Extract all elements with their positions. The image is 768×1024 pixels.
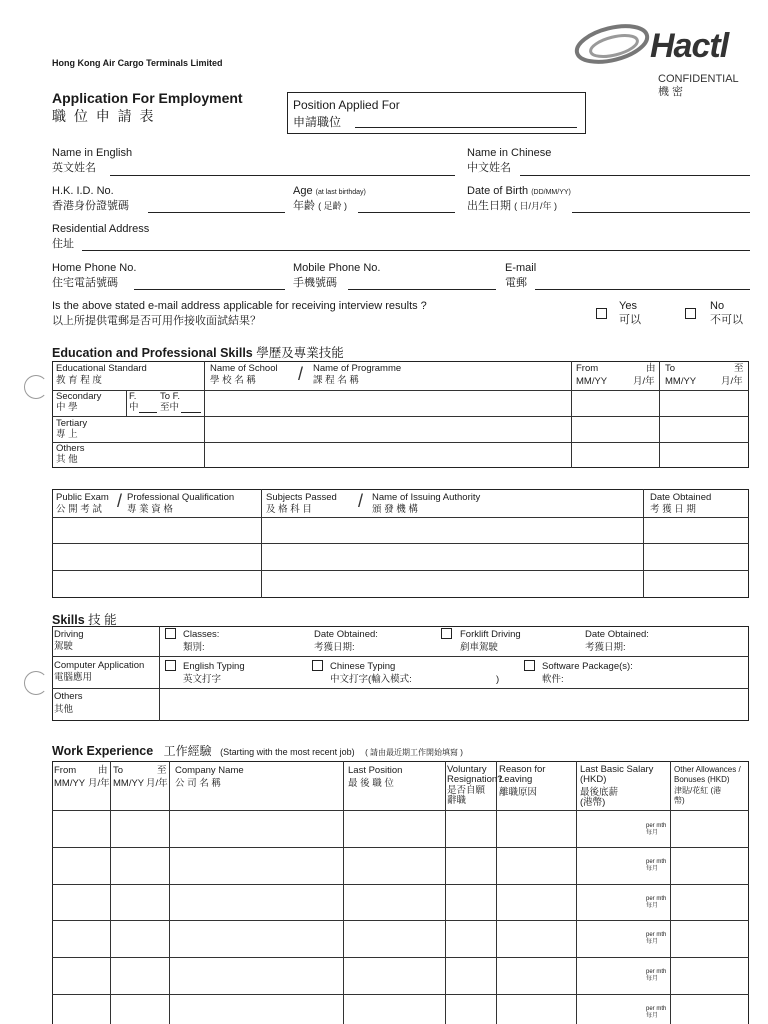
per-month-5 <box>646 969 666 983</box>
qual-col-exam-zh: 公 開 考 試 <box>56 504 102 515</box>
classes-checkbox[interactable] <box>165 628 176 639</box>
confidential-zh: 機 密 <box>658 86 684 98</box>
per-month-label-zh: 每月 <box>646 830 659 836</box>
work-col-from-fmt: MM/YY <box>54 778 86 789</box>
work-col-from: From <box>54 765 77 776</box>
skills-heading-en: Skills <box>52 613 85 627</box>
work-table <box>52 761 749 1024</box>
edu-row-secondary-zh: 中 學 <box>56 402 78 413</box>
age-field[interactable] <box>358 212 455 213</box>
per-month-label: per mth <box>646 969 667 975</box>
education-heading <box>52 343 344 361</box>
edu-col-to-fmt: MM/YY <box>665 376 697 387</box>
dob-field[interactable] <box>572 212 750 213</box>
work-note-en: (Starting with the most recent job) <box>220 747 355 757</box>
email-yes-label-zh: 可以 <box>619 314 641 326</box>
forklift-label-zh: 剷車駕駛 <box>460 642 499 653</box>
address-label-zh: 住址 <box>52 238 74 250</box>
edu-to-f-label: To F. <box>160 391 181 402</box>
edu-row-tertiary: Tertiary <box>56 418 88 429</box>
chinese-typing-label: Chinese Typing <box>330 661 396 672</box>
per-month-4 <box>646 932 666 946</box>
driving-date-label-zh: 考獲日期: <box>314 642 355 653</box>
age-note-zh: ( 足齡 ) <box>318 201 348 211</box>
english-typing-label: English Typing <box>183 661 245 672</box>
work-col-from-zh: 由 <box>98 765 108 776</box>
per-month-label: per mth <box>646 896 667 902</box>
edu-col-from-zh: 由 <box>646 363 656 374</box>
edu-col-to: To <box>665 363 676 374</box>
per-month-label: per mth <box>646 859 667 865</box>
edu-col-standard-zh: 教 育 程 度 <box>56 375 102 386</box>
forklift-date-label-zh: 考獲日期: <box>585 642 626 653</box>
position-input[interactable] <box>355 127 577 128</box>
edu-row-tertiary-zh: 專 上 <box>56 429 78 440</box>
work-col-to-fmt: MM/YY <box>113 778 145 789</box>
edu-row-secondary: Secondary <box>56 391 102 402</box>
dob-note: (DD/MM/YY) <box>531 189 571 196</box>
address-field[interactable] <box>82 250 750 251</box>
age-label-zh: 年齡 <box>293 200 315 212</box>
per-month-label: per mth <box>646 932 667 938</box>
classes-label-zh: 類別: <box>183 642 205 653</box>
age-note: (at last birthday) <box>315 189 366 196</box>
per-month-label-zh: 每月 <box>646 1013 659 1019</box>
software-label: Software Package(s): <box>542 661 633 672</box>
home-phone-label-zh: 住宅電話號碼 <box>52 277 118 289</box>
edu-f-field[interactable] <box>139 412 157 413</box>
driving-date-label: Date Obtained: <box>314 629 378 640</box>
mobile-label: Mobile Phone No. <box>293 262 381 274</box>
edu-col-to-zh: 至 <box>734 363 744 374</box>
email-yes-label: Yes <box>619 300 637 312</box>
name-en-label: Name in English <box>52 147 133 159</box>
email-yes-checkbox[interactable] <box>596 308 607 319</box>
skills-others: Others <box>54 691 83 702</box>
dob-note-zh: ( 日/月/年 ) <box>514 201 558 211</box>
work-col-to: To <box>113 765 124 776</box>
english-typing-checkbox[interactable] <box>165 660 176 671</box>
skills-others-zh: 其他 <box>54 704 74 715</box>
work-col-company: Company Name <box>175 765 244 776</box>
name-zh-label-zh: 中文姓名 <box>467 162 511 174</box>
work-col-to-zh: 至 <box>157 765 167 776</box>
work-col-salary-zh: 最後底薪 (港幣) <box>580 787 619 808</box>
qual-col-authority: Name of Issuing Authority <box>372 492 481 503</box>
chinese-typing-checkbox[interactable] <box>312 660 323 671</box>
work-col-voluntary: Voluntary Resignation? <box>447 764 503 785</box>
work-col-from-fmt-zh: 月/年 <box>88 778 110 789</box>
edu-to-f-field[interactable] <box>181 412 201 413</box>
skills-heading-zh: 技 能 <box>88 613 117 627</box>
punch-hole-upper <box>24 375 48 399</box>
hkid-label-zh: 香港身份證號碼 <box>52 200 129 212</box>
skills-driving-zh: 駕駛 <box>54 641 74 652</box>
edu-col-programme: Name of Programme <box>313 363 402 374</box>
hkid-field[interactable] <box>148 212 285 213</box>
per-month-label-zh: 每月 <box>646 866 659 872</box>
qual-col-exam: Public Exam <box>56 492 109 503</box>
dob-label-zh: 出生日期 <box>467 200 511 212</box>
punch-hole-lower <box>24 671 48 695</box>
home-phone-field[interactable] <box>134 289 285 290</box>
confidential-en: CONFIDENTIAL <box>658 73 739 85</box>
edu-col-school-zh: 學 校 名 稱 <box>210 375 256 386</box>
edu-col-standard: Educational Standard <box>56 363 147 374</box>
work-heading-zh: 工作經驗 <box>163 744 212 758</box>
work-col-to-fmt-zh: 月/年 <box>146 778 168 789</box>
edu-col-school: Name of School <box>210 363 278 374</box>
hkid-label: H.K. I.D. No. <box>52 185 114 197</box>
work-col-reason: Reason for Leaving <box>499 764 546 785</box>
hactl-logo <box>574 14 754 74</box>
email-no-label: No <box>710 300 725 312</box>
education-heading-zh: 學歷及專業技能 <box>256 346 344 360</box>
qual-col-qualification: Professional Qualification <box>127 492 235 503</box>
english-typing-label-zh: 英文打字 <box>183 674 222 685</box>
per-month-2 <box>646 859 666 873</box>
per-month-label-zh: 每月 <box>646 976 659 982</box>
position-label-en: Position Applied For <box>293 98 400 112</box>
edu-col-from-fmt: MM/YY <box>576 376 608 387</box>
work-col-allowances: Other Allowances / Bonuses (HKD) <box>674 765 741 784</box>
work-note-zh: ( 請由最近期工作開始填寫 ) <box>365 748 463 757</box>
forklift-label: Forklift Driving <box>460 629 521 640</box>
qual-col-subjects: Subjects Passed <box>266 492 337 503</box>
email-no-checkbox[interactable] <box>685 308 696 319</box>
qual-col-subjects-zh: 及 格 科 目 <box>266 504 312 515</box>
qual-col-qualification-zh: 專 業 資 格 <box>127 504 173 515</box>
name-zh-label: Name in Chinese <box>467 147 552 159</box>
work-heading-en: Work Experience <box>52 744 154 758</box>
edu-row-others: Others <box>56 443 85 454</box>
software-label-zh: 軟件: <box>542 674 564 685</box>
email-label: E-mail <box>505 262 537 274</box>
email-question-zh: 以上所提供電郵是否可用作接收面試結果？ <box>52 315 261 327</box>
email-no-label-zh: 不可以 <box>710 314 743 326</box>
name-en-label-zh: 英文姓名 <box>52 162 96 174</box>
email-question-en: Is the above stated e-mail address applicable for receiving interview results ? <box>52 300 427 312</box>
work-col-voluntary-zh: 是否自願辭職 <box>447 785 486 806</box>
per-month-3 <box>646 896 666 910</box>
edu-f-label: F. <box>129 391 137 402</box>
name-en-field[interactable] <box>110 175 455 176</box>
form-title-zh: 職 位 申 請 表 <box>52 108 156 124</box>
work-col-position: Last Position <box>348 765 403 776</box>
mobile-label-zh: 手機號碼 <box>293 277 337 289</box>
qual-col-date: Date Obtained <box>650 492 712 503</box>
edu-col-to-fmt-zh: 月/年 <box>721 376 743 387</box>
age-label: Age <box>293 185 313 197</box>
edu-to-f-zh: 至中 <box>160 402 180 413</box>
per-month-6 <box>646 1006 666 1020</box>
email-label-zh: 電郵 <box>505 277 527 289</box>
qual-col-date-zh: 考 獲 日 期 <box>650 504 696 515</box>
edu-col-from-fmt-zh: 月/年 <box>633 376 655 387</box>
position-label-zh: 申請職位 <box>293 115 342 129</box>
per-month-label: per mth <box>646 1006 667 1012</box>
per-month-label-zh: 每月 <box>646 903 659 909</box>
work-col-reason-zh: 離職原因 <box>499 787 538 798</box>
address-label: Residential Address <box>52 223 150 235</box>
education-heading-en: Education and Professional Skills <box>52 346 253 360</box>
work-col-salary: Last Basic Salary (HKD) <box>580 764 654 785</box>
per-month-1 <box>646 823 666 837</box>
forklift-checkbox[interactable] <box>441 628 452 639</box>
skills-computer-zh: 電腦應用 <box>54 672 93 683</box>
classes-label: Classes: <box>183 629 220 640</box>
edu-col-from: From <box>576 363 599 374</box>
edu-row-others-zh: 其 他 <box>56 454 78 465</box>
email-field[interactable] <box>535 289 750 290</box>
skills-driving: Driving <box>54 629 84 640</box>
home-phone-label: Home Phone No. <box>52 262 137 274</box>
dob-label: Date of Birth <box>467 185 529 197</box>
work-col-company-zh: 公 司 名 稱 <box>175 778 221 789</box>
edu-f-zh: 中 <box>129 402 139 413</box>
mobile-field[interactable] <box>348 289 496 290</box>
form-title-en: Application For Employment <box>52 90 243 106</box>
work-heading <box>52 742 463 760</box>
chinese-typing-label-zh: 中文打字(輸入模式: <box>330 674 412 685</box>
work-col-position-zh: 最 後 職 位 <box>348 778 394 789</box>
per-month-label-zh: 每月 <box>646 939 659 945</box>
chinese-typing-close: ) <box>496 674 500 685</box>
edu-col-programme-zh: 課 程 名 稱 <box>313 375 359 386</box>
software-checkbox[interactable] <box>524 660 535 671</box>
per-month-label: per mth <box>646 823 667 829</box>
name-zh-field[interactable] <box>520 175 750 176</box>
forklift-date-label: Date Obtained: <box>585 629 649 640</box>
qual-col-authority-zh: 頒 發 機 構 <box>372 504 418 515</box>
skills-computer: Computer Application <box>54 660 145 671</box>
logo-text: Hactl <box>650 27 729 65</box>
company-name: Hong Kong Air Cargo Terminals Limited <box>52 58 223 68</box>
work-col-allowances-zh: 津貼/花紅 (港幣) <box>674 786 722 805</box>
